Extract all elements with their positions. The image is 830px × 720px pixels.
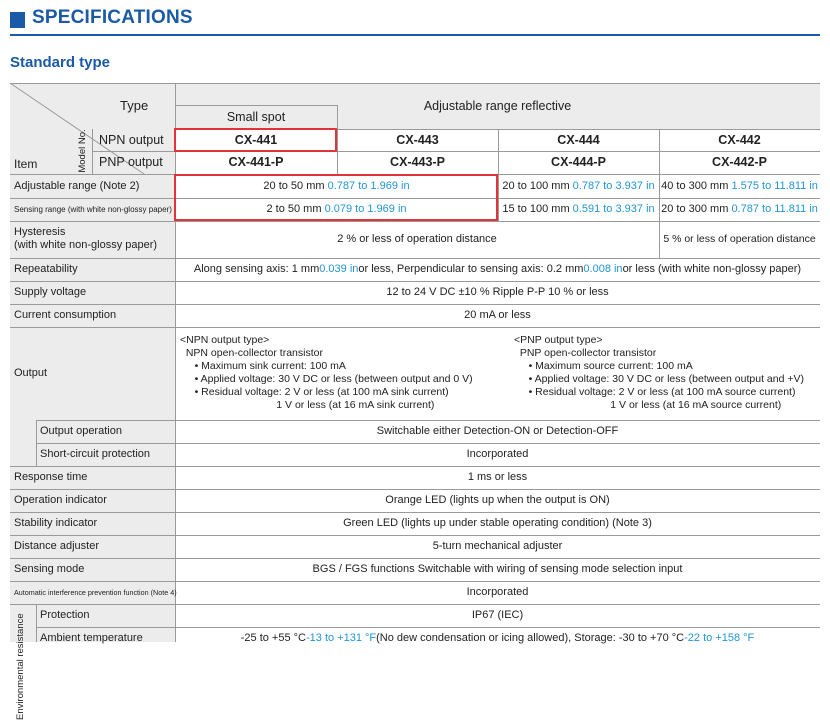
line <box>92 129 93 174</box>
small-spot-header: Small spot <box>226 110 286 124</box>
sensing-range-value-2: 15 to 100 mm 0.591 to 3.937 in <box>502 203 655 215</box>
ambient-temperature-label: Ambient temperature <box>40 632 143 644</box>
model-cx-442: CX-442 <box>718 132 761 147</box>
section-subtitle: Standard type <box>10 54 111 71</box>
type-header: Type <box>120 97 149 113</box>
supply-voltage-label: Supply voltage <box>14 286 87 298</box>
sensing-range-value-1: 2 to 50 mm 0.079 to 1.969 in <box>266 203 407 215</box>
sensing-range-value-3: 20 to 300 mm 0.787 to 11.811 in <box>661 203 818 215</box>
ambient-temperature-value: -25 to +55 °C -13 to +131 °F (No dew condensation or icing allowed), Storage: -30 to +70 °C -22 to +158 °F <box>240 632 755 644</box>
model-cx-444: CX-444 <box>557 132 600 147</box>
hysteresis-label-line1: Hysteresis <box>14 226 66 238</box>
hysteresis-value-2: 5 % or less of operation distance <box>663 233 816 245</box>
model-cx-442-p: CX-442-P <box>712 155 767 169</box>
output-label: Output <box>14 367 48 379</box>
stability-indicator-label: Stability indicator <box>14 517 98 529</box>
stability-indicator-value: Green LED (lights up under stable operating condition) (Note 3) <box>343 517 652 529</box>
adjustable-range-reflective-header: Adjustable range reflective <box>423 98 572 113</box>
current-consumption-value: 20 mA or less <box>464 309 531 321</box>
distance-adjuster-value: 5-turn mechanical adjuster <box>432 540 563 552</box>
sensing-mode-label: Sensing mode <box>14 563 85 575</box>
pnp-output-label: PNP output <box>99 155 163 169</box>
short-circuit-value: Incorporated <box>466 448 529 460</box>
protection-label: Protection <box>40 609 90 621</box>
output-npn-description: <NPN output type> NPN open-collector transistor • Maximum sink current: 100 mA • Applied voltage: 30 V DC or less (between output and 0 V) • Residual voltage: 2 V or less (at 100 mA sink current) 1 V or less (at 16 mA sink current) <box>180 334 473 411</box>
response-time-value: 1 ms or less <box>467 471 528 483</box>
distance-adjuster-label: Distance adjuster <box>14 540 99 552</box>
sensing-range-label: Sensing range (with white non-glossy paper) <box>14 205 172 214</box>
environmental-resistance-group <box>10 604 36 720</box>
supply-voltage-value: 12 to 24 V DC ±10 % Ripple P-P 10 % or less <box>386 286 609 298</box>
output-pnp-description: <PNP output type> PNP open-collector transistor • Maximum source current: 100 mA • Applied voltage: 30 V DC or less (between output and +V) • Residual voltage: 2 V or less (at 100 mA source current) 1 V or less (at 16 mA source current) <box>514 334 804 411</box>
repeatability-label: Repeatability <box>14 263 78 275</box>
adjustable-range-value-1: 20 to 50 mm 0.787 to 1.969 in <box>263 179 410 192</box>
model-cx-444-p: CX-444-P <box>551 155 606 169</box>
item-header: Item <box>14 156 38 171</box>
line <box>10 327 820 328</box>
adjustable-range-value-3: 40 to 300 mm 1.575 to 11.811 in <box>661 179 818 192</box>
operation-indicator-label: Operation indicator <box>14 494 107 506</box>
hysteresis-label-line2: (with white non-glossy paper) <box>14 239 158 251</box>
highlight-cx-441 <box>174 128 337 152</box>
model-cx-443: CX-443 <box>396 132 439 147</box>
hysteresis-value-1: 2 % or less of operation distance <box>337 233 497 245</box>
adjustable-range-value-2: 20 to 100 mm 0.787 to 3.937 in <box>502 179 655 192</box>
highlight-range-values <box>174 174 498 221</box>
current-consumption-label: Current consumption <box>14 309 117 321</box>
npn-output-label: NPN output <box>99 132 164 147</box>
output-operation-value: Switchable either Detection-ON or Detection-OFF <box>376 425 619 437</box>
protection-value: IP67 (IEC) <box>471 609 524 621</box>
repeatability-value: Along sensing axis: 1 mm 0.039 in or less, Perpendicular to sensing axis: 0.2 mm 0.008 in or less (with white non-glossy paper) <box>193 263 802 275</box>
interference-prevention-value: Incorporated <box>466 586 529 598</box>
interference-prevention-label: Automatic interference prevention function (Note 4) <box>14 588 177 597</box>
response-time-label: Response time <box>14 471 88 483</box>
model-cx-441-p: CX-441-P <box>228 155 284 169</box>
model-no-label: Model No. <box>76 129 88 173</box>
adjustable-range-label: Adjustable range (Note 2) <box>14 179 140 192</box>
hysteresis-label <box>10 221 157 263</box>
output-operation-label: Output operation <box>40 425 122 437</box>
short-circuit-label: Short-circuit protection <box>40 448 151 460</box>
sensing-mode-value: BGS / FGS functions Switchable with wiring of sensing mode selection input <box>312 563 683 575</box>
page-title: SPECIFICATIONS <box>32 7 193 28</box>
operation-indicator-value: Orange LED (lights up when the output is ON) <box>385 494 610 506</box>
model-cx-441: CX-441 <box>234 132 278 147</box>
model-cx-443-p: CX-443-P <box>390 155 445 169</box>
environmental-resistance-label: Environmental resistance <box>14 613 26 720</box>
